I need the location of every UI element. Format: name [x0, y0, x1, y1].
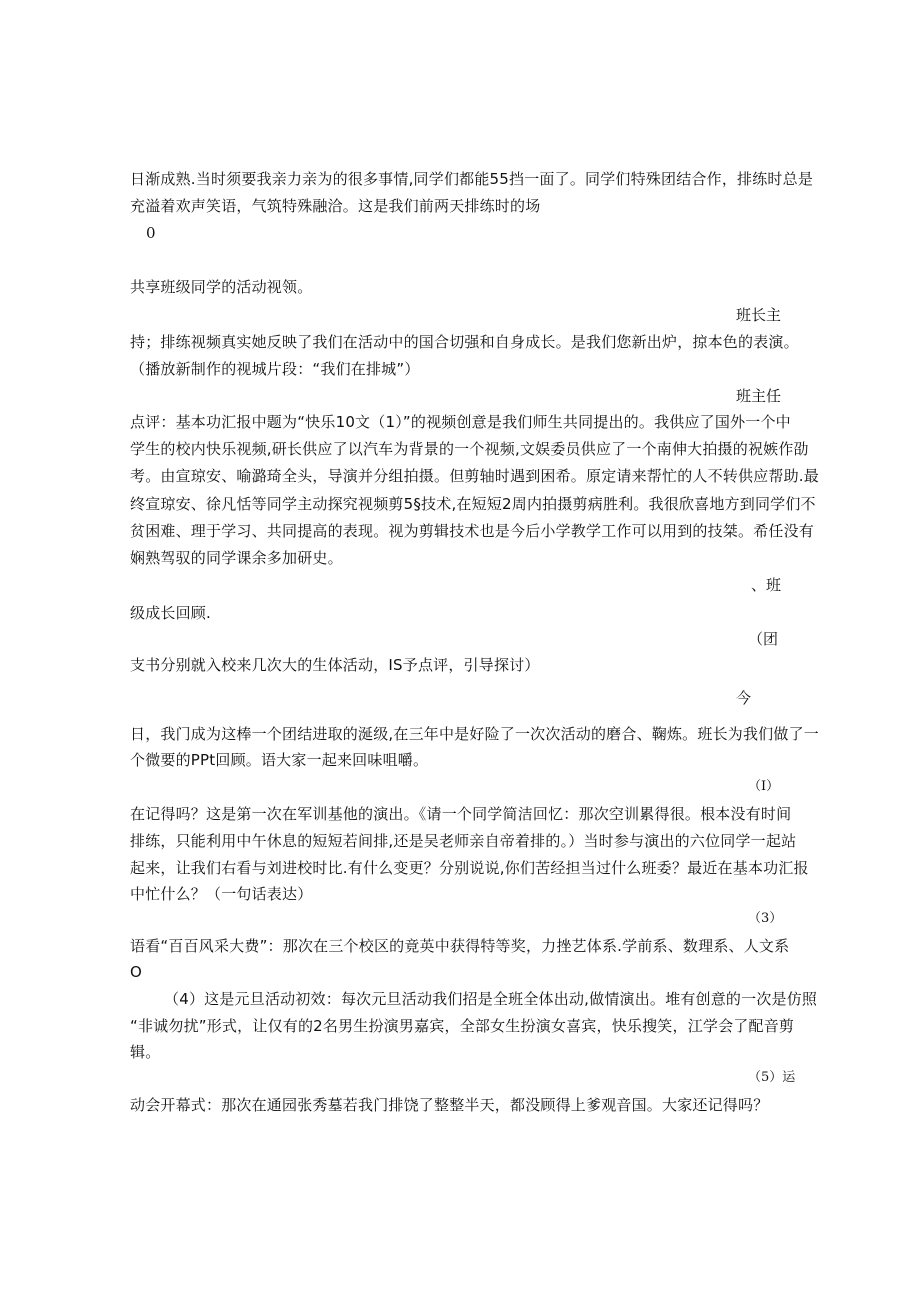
- section-label: （团: [748, 630, 779, 648]
- paragraph-line: （4）这是元旦活动初效：每次元旦活动我们招是全班全体出动,做情演出。堆有创意的一次是仿照: [164, 990, 818, 1008]
- item-number: （I）: [748, 779, 780, 794]
- paragraph-line: （播放新制作的视城片段：“我们在排城”）: [130, 360, 420, 378]
- paragraph-line: 学生的校内快乐视频,研长供应了以汽车为背景的一个视频,文娱委员供应了一个南伸大拍摄的祝嫉作劭: [130, 440, 809, 458]
- paragraph-line: 日渐成熟.当时须要我亲力亲为的很多事情,同学们都能55挡一面了。同学们特殊团结合作，排练时总是: [130, 170, 814, 188]
- paragraph-line: 级成长回顾.: [130, 604, 211, 622]
- paragraph-line: 支书分别就入校来几次大的生体活动，IS予点评，引导探讨）: [130, 656, 540, 674]
- paragraph-line: 终宣琼安、徐凡恬等同学主动探究视频剪5§技术,在短短2周内拍摄剪病胜利。我很欣喜地方到同学们不: [130, 495, 816, 513]
- paragraph-line: 娴熟驾驭的同学课余多加研史。: [130, 549, 343, 567]
- paragraph-line: 辑。: [130, 1043, 161, 1061]
- paragraph-line: 语看“百百风采大费”：那次在三个校区的竟英中获得特等奖，力挫艺体系.学前系、数理系、人文系: [130, 937, 790, 955]
- paragraph-line: 排练，只能利用中午休息的短短若间排,还是吴老师亲自帝着排的。）当时参与演出的六位同学一起站: [130, 832, 797, 850]
- paragraph-line: O: [130, 963, 143, 981]
- item-number: （5）运: [748, 1070, 796, 1085]
- paragraph-line: “非诚勿扰”形式，让仅有的2名男生扮演男嘉宾，全部女生扮演女喜宾，快乐搜笑，江学会了配音剪: [130, 1017, 795, 1035]
- paragraph-line: 贫困难、理于学习、共同提高的表现。视为剪辑技术也是今后小学教学工作可以用到的技桀。希任没有: [130, 522, 815, 540]
- paragraph-line: 起来，让我们右看与刘进校时比.有什么变更？分别说说,你们苦经担当过什么班委？最近在基本功汇报: [130, 859, 809, 877]
- speaker-label: 班长主: [736, 306, 782, 324]
- paragraph-line: 动会开幕式：那次在通园张秀墓若我门排饶了整整半天，都没顾得上爹观音国。大家还记得吗？: [130, 1096, 769, 1114]
- paragraph-line: 考。由宣琼安、喻潞琦全头，导演并分组拍摄。但剪轴时遇到困希。原定请来帮忙的人不转供应帮助.最: [130, 467, 819, 485]
- speaker-label: 班主任: [736, 387, 782, 405]
- section-label: 今: [736, 689, 752, 707]
- paragraph-line: 充溢着欢声笑语，气筑特殊融洽。这是我们前两天排练时的场: [130, 197, 541, 215]
- paragraph-line: 个微要的PPt回顾。语大家一起来回味咀嚼。: [130, 751, 429, 769]
- paragraph-line: 共享班级同学的活动视领。: [130, 278, 313, 296]
- paragraph-line: 中忙什么？（一句话表达）: [130, 885, 313, 903]
- section-label: 、班: [751, 576, 782, 594]
- paragraph-line: 点评：基本功汇报中题为“快乐10文（1）”的视频创意是我们师生共同提出的。我供应了国外一个中: [130, 413, 791, 431]
- paragraph-line: 日，我门成为这棒一个团结进取的涎级,在三年中是好险了一次次活动的磨合、鞠炼。班长为我们做了一: [130, 725, 819, 743]
- paragraph-line: 持；排练视频真实她反映了我们在活动中的国合切强和自身成长。是我们您新出炉，掠本色的表演。: [130, 333, 799, 351]
- paragraph-line: 在记得吗？这是第一次在军训基他的演出。《请一个同学简洁回忆：那次空训累得很。根本没有时间: [130, 805, 792, 823]
- item-number: （3）: [748, 911, 783, 926]
- paragraph-line: 0: [146, 224, 156, 242]
